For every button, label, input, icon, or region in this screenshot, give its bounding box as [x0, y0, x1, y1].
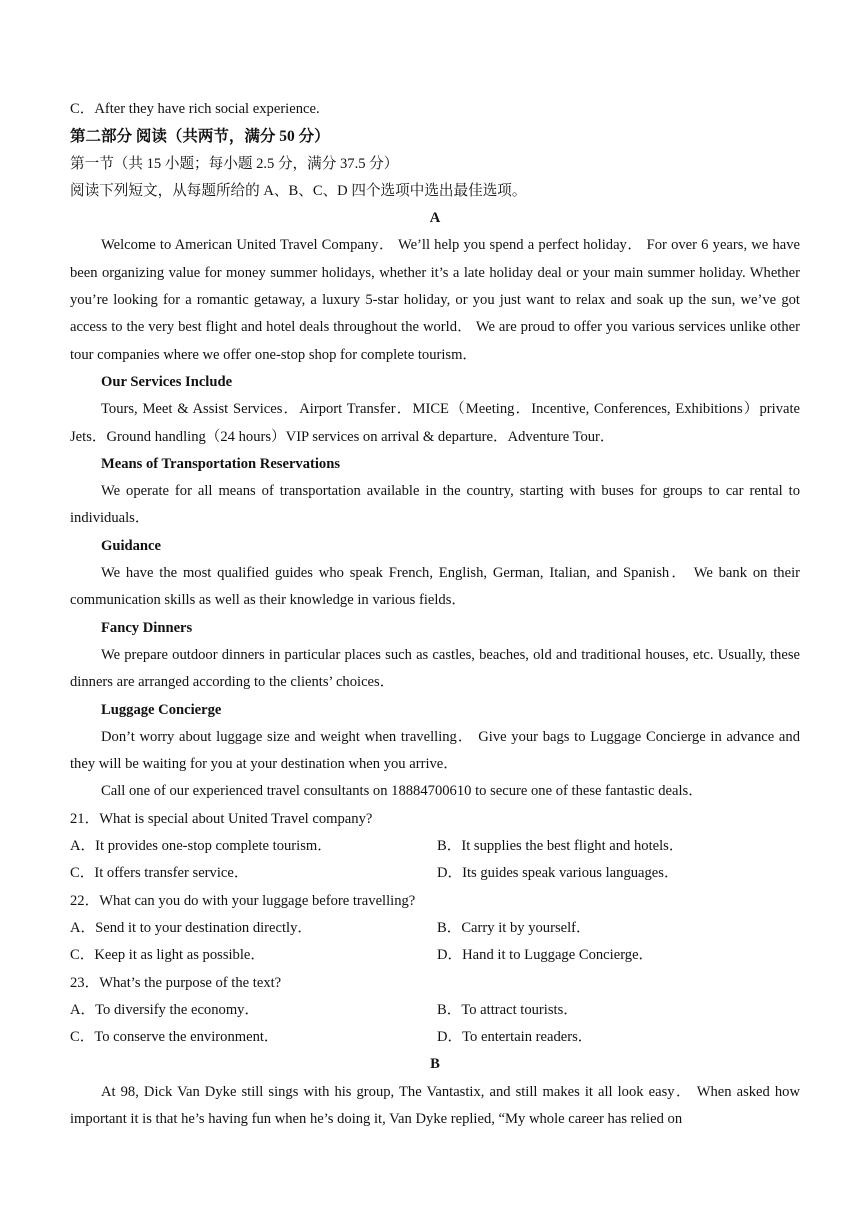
question-21-options-row-2	[70, 860, 800, 887]
guidance-heading: Guidance	[101, 537, 162, 554]
services-heading: Our Services Include	[101, 373, 233, 390]
question-21-option-b: B．It supplies the best flight and hotels．	[437, 838, 684, 855]
passage-a-intro: Welcome to American United Travel Company． We’ll help you spend a perfect holiday． For over 6 years, we have been organizing value for money summer holidays, whether it’s a late holiday deal or your main summer holiday. Whether you’re looking for a romantic getaway, a luxury 5-star holiday, or you just want to relax and soak up the sun, we’ve got access to the very best flight and hotel deals throughout the world． We are proud to offer you various services unlike other tour companies where we offer one-stop shop for complete tourism．	[70, 237, 800, 363]
passage-a-label: A	[429, 210, 441, 227]
passage-b-intro: At 98, Dick Van Dyke still sings with his group, The Vantastix, and still makes it all look easy． When asked how important it is that he’s having fun when he’s doing it, Van Dyke replied, “My whole career has relied on	[70, 1083, 800, 1127]
services-body: Tours, Meet & Assist Services．Airport Transfer．MICE（Meeting．Incentive, Conferences, Exhibitions）private Jets．Ground handling（24 hours）VIP services on arrival & departure．Adventure Tour．	[70, 401, 800, 445]
previous-question-option-c: C．After they have rich social experience.	[70, 101, 320, 117]
question-23-option-d: D．To entertain readers．	[437, 1029, 593, 1046]
guidance-body: We have the most qualified guides who speak French, English, German, Italian, and Spanish． We bank on their communication skills as well as their knowledge in various fields．	[70, 565, 800, 609]
question-21-options-row-1	[70, 833, 800, 860]
question-23-option-a: A．To diversify the economy．	[70, 1001, 260, 1018]
question-21-option-c: C．It offers transfer service．	[70, 865, 249, 882]
question-22-options-row-2	[70, 942, 800, 969]
passage-b-label: B	[430, 1056, 440, 1073]
luggage-body: Don’t worry about luggage size and weight when travelling． Give your bags to Luggage Concierge in advance and they will be waiting for you at your destination when you arrive．	[70, 728, 801, 773]
luggage-heading: Luggage Concierge	[101, 701, 222, 718]
question-23-stem: 23．What’s the purpose of the text?	[70, 974, 282, 991]
dinners-body: We prepare outdoor dinners in particular places such as castles, beaches, old and traditional houses, etc. Usually, these dinners are arranged according to the clients’ choices．	[70, 646, 800, 691]
question-22-option-a: A．Send it to your destination directly．	[70, 919, 312, 936]
question-22-option-d: D．Hand it to Luggage Concierge．	[437, 947, 654, 964]
question-23-option-b: B．To attract tourists．	[437, 1001, 578, 1018]
question-22-stem: 22．What can you do with your luggage before travelling?	[70, 892, 416, 909]
exam-page	[70, 96, 800, 1133]
transportation-heading: Means of Transportation Reservations	[101, 455, 341, 472]
section-title: 第二部分 阅读（共两节，满分 50 分）	[70, 128, 330, 146]
question-21-option-a: A．It provides one-stop complete tourism．	[70, 838, 332, 855]
question-21-stem: 21．What is special about United Travel company?	[70, 810, 373, 827]
question-21-option-d: D．Its guides speak various languages．	[437, 865, 679, 882]
question-23-option-c: C．To conserve the environment．	[70, 1029, 279, 1046]
question-23-options-row-2	[70, 1024, 800, 1051]
question-22-options-row-1	[70, 915, 800, 942]
transportation-body: We operate for all means of transportation available in the country, starting with buses for groups to car rental to individuals．	[70, 483, 800, 527]
question-22-option-b: B．Carry it by yourself．	[437, 919, 591, 936]
dinners-heading: Fancy Dinners	[101, 619, 193, 636]
question-22-option-c: C．Keep it as light as possible．	[70, 947, 265, 964]
section-subtitle: 第一节（共 15 小题；每小题 2.5 分，满分 37.5 分）	[70, 155, 399, 172]
question-23-options-row-1	[70, 997, 800, 1024]
passage-a-closing: Call one of our experienced travel consultants on 18884700610 to secure one of these fantastic deals．	[101, 783, 703, 800]
section-instruction: 阅读下列短文，从每题所给的 A、B、C、D 四个选项中选出最佳选项。	[70, 182, 527, 199]
